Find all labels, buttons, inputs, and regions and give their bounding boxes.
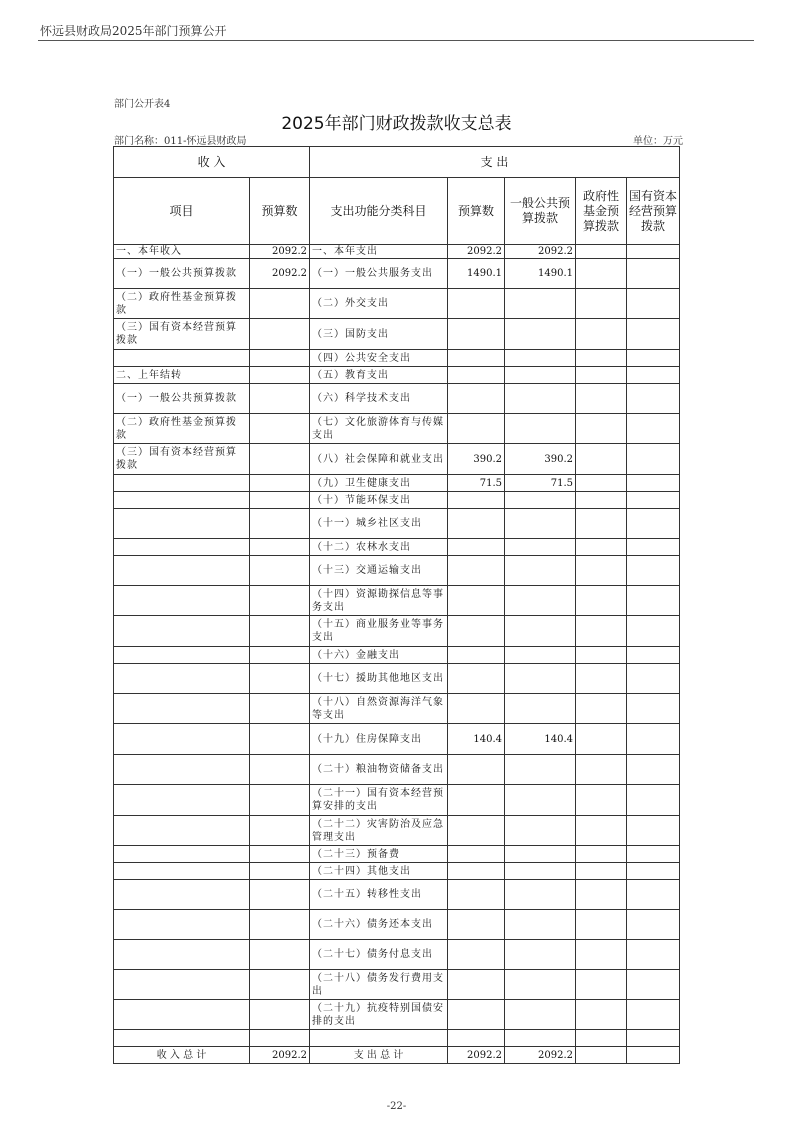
income-cell: 一、本年收入 — [114, 245, 250, 259]
soe-amount — [627, 863, 680, 880]
expense-amount — [448, 785, 505, 816]
gov-fund-amount — [576, 970, 627, 1000]
expense-amount — [448, 664, 505, 694]
expense-cell: （二十五）转移性支出 — [310, 880, 448, 910]
income-cell — [114, 556, 250, 586]
expense-amount — [448, 367, 505, 384]
table-row — [114, 289, 680, 319]
table-row — [114, 616, 680, 647]
general-amount — [505, 1030, 576, 1047]
header-row-2 — [114, 178, 680, 245]
unit-label: 单位：万元 — [633, 136, 683, 147]
income-cell — [114, 492, 250, 509]
table-row — [114, 384, 680, 414]
soe-amount — [627, 940, 680, 970]
income-total: 2092.2 — [250, 1047, 310, 1064]
income-amount — [250, 664, 310, 694]
gov-fund-amount — [576, 755, 627, 785]
expense-amount — [448, 970, 505, 1000]
general-amount: 390.2 — [505, 444, 576, 475]
table-row — [114, 492, 680, 509]
expense-cell: （十三）交通运输支出 — [310, 556, 448, 586]
income-amount — [250, 970, 310, 1000]
expense-cell: （九）卫生健康支出 — [310, 475, 448, 492]
soe-amount — [627, 1030, 680, 1047]
income-cell — [114, 863, 250, 880]
expense-cell: 一、本年支出 — [310, 245, 448, 259]
soe-amount — [627, 509, 680, 539]
income-cell: （二）政府性基金预算拨款 — [114, 289, 250, 319]
table-row — [114, 910, 680, 940]
gov-fund-amount — [576, 586, 627, 616]
soe-total — [627, 1047, 680, 1064]
soe-amount — [627, 785, 680, 816]
gov-fund-amount — [576, 384, 627, 414]
expense-amount — [448, 539, 505, 556]
income-amount — [250, 586, 310, 616]
expense-amount — [448, 384, 505, 414]
expense-cell: （十）节能环保支出 — [310, 492, 448, 509]
expense-cell: （二十八）债务发行费用支出 — [310, 970, 448, 1000]
soe-amount — [627, 444, 680, 475]
gov-fund-amount — [576, 259, 627, 289]
expense-cell: （十二）农林水支出 — [310, 539, 448, 556]
col-budget2: 预算数 — [448, 178, 505, 245]
total-row — [114, 1047, 680, 1064]
general-amount — [505, 586, 576, 616]
general-amount — [505, 647, 576, 664]
expense-amount — [448, 1000, 505, 1030]
gov-fund-amount — [576, 245, 627, 259]
income-amount — [250, 910, 310, 940]
income-amount — [250, 444, 310, 475]
soe-amount — [627, 259, 680, 289]
expense-cell: （十一）城乡社区支出 — [310, 509, 448, 539]
expense-amount — [448, 1030, 505, 1047]
gov-fund-amount — [576, 319, 627, 350]
income-amount — [250, 724, 310, 755]
budget-table — [113, 146, 680, 1064]
table-row — [114, 694, 680, 724]
income-amount — [250, 492, 310, 509]
col-general: 一般公共预算拨款 — [505, 178, 576, 245]
income-amount — [250, 367, 310, 384]
expense-cell: （二十七）债务付息支出 — [310, 940, 448, 970]
general-amount — [505, 539, 576, 556]
col-item: 项目 — [114, 178, 250, 245]
expense-amount — [448, 616, 505, 647]
table-row — [114, 586, 680, 616]
general-amount — [505, 970, 576, 1000]
expense-amount — [448, 556, 505, 586]
gov-fund-amount — [576, 492, 627, 509]
income-cell — [114, 509, 250, 539]
soe-amount — [627, 245, 680, 259]
soe-amount — [627, 724, 680, 755]
table-row — [114, 539, 680, 556]
gov-fund-amount — [576, 664, 627, 694]
income-amount — [250, 384, 310, 414]
expense-amount — [448, 647, 505, 664]
expense-cell: （二十九）抗疫特别国债安排的支出 — [310, 1000, 448, 1030]
expense-cell: （十五）商业服务业等事务支出 — [310, 616, 448, 647]
expense-cell: （二十二）灾害防治及应急管理支出 — [310, 816, 448, 846]
soe-amount — [627, 1000, 680, 1030]
expense-amount — [448, 863, 505, 880]
income-cell — [114, 1000, 250, 1030]
gov-fund-amount — [576, 1030, 627, 1047]
soe-amount — [627, 755, 680, 785]
general-amount — [505, 785, 576, 816]
soe-amount — [627, 492, 680, 509]
gov-fund-amount — [576, 880, 627, 910]
general-amount — [505, 940, 576, 970]
general-amount — [505, 880, 576, 910]
general-amount — [505, 910, 576, 940]
table-row — [114, 509, 680, 539]
table-row — [114, 940, 680, 970]
expense-total: 2092.2 — [448, 1047, 505, 1064]
gov-fund-amount — [576, 556, 627, 586]
income-amount — [250, 940, 310, 970]
income-amount — [250, 694, 310, 724]
general-total: 2092.2 — [505, 1047, 576, 1064]
expense-header: 支 出 — [310, 147, 680, 178]
general-amount: 1490.1 — [505, 259, 576, 289]
income-amount — [250, 475, 310, 492]
general-amount — [505, 289, 576, 319]
general-amount — [505, 384, 576, 414]
table-row — [114, 755, 680, 785]
expense-amount: 390.2 — [448, 444, 505, 475]
expense-cell — [310, 1030, 448, 1047]
gov-fund-amount — [576, 785, 627, 816]
soe-amount — [627, 350, 680, 367]
general-amount — [505, 319, 576, 350]
income-amount — [250, 350, 310, 367]
expense-cell: （十七）援助其他地区支出 — [310, 664, 448, 694]
income-cell — [114, 475, 250, 492]
soe-amount — [627, 367, 680, 384]
expense-amount: 2092.2 — [448, 245, 505, 259]
gov-fund-amount — [576, 539, 627, 556]
income-amount: 2092.2 — [250, 245, 310, 259]
gov-fund-amount — [576, 940, 627, 970]
soe-amount — [627, 694, 680, 724]
gov-fund-amount — [576, 694, 627, 724]
income-cell — [114, 647, 250, 664]
soe-amount — [627, 539, 680, 556]
page-number: -22- — [386, 1101, 407, 1112]
expense-amount — [448, 910, 505, 940]
gov-fund-amount — [576, 1000, 627, 1030]
soe-amount — [627, 319, 680, 350]
income-cell: （一）一般公共预算拨款 — [114, 259, 250, 289]
income-amount: 2092.2 — [250, 259, 310, 289]
expense-amount — [448, 492, 505, 509]
income-cell — [114, 616, 250, 647]
table-row — [114, 724, 680, 755]
income-amount — [250, 556, 310, 586]
gov-fund-amount — [576, 289, 627, 319]
income-cell: （三）国有资本经营预算拨款 — [114, 319, 250, 350]
gov-fund-amount — [576, 475, 627, 492]
income-cell — [114, 940, 250, 970]
soe-amount — [627, 384, 680, 414]
table-row — [114, 245, 680, 259]
gov-fund-amount — [576, 367, 627, 384]
soe-amount — [627, 970, 680, 1000]
general-amount: 71.5 — [505, 475, 576, 492]
expense-total-label: 支 出 总 计 — [310, 1047, 448, 1064]
gov-fund-amount — [576, 444, 627, 475]
expense-cell: （十八）自然资源海洋气象等支出 — [310, 694, 448, 724]
expense-cell: （五）教育支出 — [310, 367, 448, 384]
income-amount — [250, 319, 310, 350]
expense-cell: （二十六）债务还本支出 — [310, 910, 448, 940]
gov-fund-amount — [576, 863, 627, 880]
income-cell — [114, 816, 250, 846]
expense-cell: （十四）资源勘探信息等事务支出 — [310, 586, 448, 616]
income-amount — [250, 647, 310, 664]
expense-cell: （二十四）其他支出 — [310, 863, 448, 880]
expense-amount — [448, 414, 505, 444]
expense-cell: （三）国防支出 — [310, 319, 448, 350]
income-cell: 二、上年结转 — [114, 367, 250, 384]
income-amount — [250, 785, 310, 816]
income-cell — [114, 910, 250, 940]
gov-fund-amount — [576, 350, 627, 367]
expense-amount: 140.4 — [448, 724, 505, 755]
income-cell — [114, 755, 250, 785]
general-amount — [505, 755, 576, 785]
income-cell — [114, 880, 250, 910]
income-amount — [250, 880, 310, 910]
income-cell — [114, 664, 250, 694]
table-row — [114, 816, 680, 846]
table-row — [114, 1030, 680, 1047]
income-amount — [250, 816, 310, 846]
general-amount — [505, 863, 576, 880]
expense-amount — [448, 289, 505, 319]
expense-cell: （二十三）预备费 — [310, 846, 448, 863]
gov-fund-amount — [576, 724, 627, 755]
table-row — [114, 259, 680, 289]
general-amount — [505, 492, 576, 509]
table-row — [114, 556, 680, 586]
income-cell — [114, 694, 250, 724]
expense-cell: （四）公共安全支出 — [310, 350, 448, 367]
soe-amount — [627, 664, 680, 694]
gov-fund-total — [576, 1047, 627, 1064]
soe-amount — [627, 846, 680, 863]
soe-amount — [627, 880, 680, 910]
soe-amount — [627, 816, 680, 846]
income-amount — [250, 539, 310, 556]
soe-amount — [627, 647, 680, 664]
soe-amount — [627, 414, 680, 444]
income-header: 收 入 — [114, 147, 310, 178]
table-row — [114, 785, 680, 816]
expense-amount — [448, 846, 505, 863]
income-cell — [114, 846, 250, 863]
soe-amount — [627, 556, 680, 586]
expense-amount — [448, 816, 505, 846]
table-row — [114, 846, 680, 863]
gov-fund-amount — [576, 816, 627, 846]
gov-fund-amount — [576, 414, 627, 444]
gov-fund-amount — [576, 616, 627, 647]
table-row — [114, 863, 680, 880]
general-amount: 140.4 — [505, 724, 576, 755]
soe-amount — [627, 289, 680, 319]
table-row — [114, 970, 680, 1000]
expense-cell: （八）社会保障和就业支出 — [310, 444, 448, 475]
expense-amount — [448, 319, 505, 350]
income-amount — [250, 863, 310, 880]
table-row — [114, 647, 680, 664]
table-row — [114, 319, 680, 350]
soe-amount — [627, 586, 680, 616]
col-gov-fund: 政府性基金预算拨款 — [576, 178, 627, 245]
expense-cell: （二十）粮油物资储备支出 — [310, 755, 448, 785]
income-cell — [114, 539, 250, 556]
income-cell — [114, 724, 250, 755]
income-total-label: 收 入 总 计 — [114, 1047, 250, 1064]
expense-cell: （一）一般公共服务支出 — [310, 259, 448, 289]
header-rule — [38, 40, 754, 41]
income-amount — [250, 1000, 310, 1030]
gov-fund-amount — [576, 846, 627, 863]
income-cell — [114, 970, 250, 1000]
department-name: 部门名称：011-怀远县财政局 — [114, 136, 247, 147]
expense-cell: （二）外交支出 — [310, 289, 448, 319]
income-amount — [250, 414, 310, 444]
expense-amount: 71.5 — [448, 475, 505, 492]
general-amount — [505, 846, 576, 863]
expense-amount — [448, 509, 505, 539]
income-cell — [114, 785, 250, 816]
table-row — [114, 664, 680, 694]
expense-amount: 1490.1 — [448, 259, 505, 289]
expense-cell: （十六）金融支出 — [310, 647, 448, 664]
expense-cell: （七）文化旅游体育与传媒支出 — [310, 414, 448, 444]
general-amount — [505, 350, 576, 367]
income-cell: （一）一般公共预算拨款 — [114, 384, 250, 414]
table-number: 部门公开表4 — [114, 99, 171, 110]
gov-fund-amount — [576, 647, 627, 664]
table-row — [114, 414, 680, 444]
expense-amount — [448, 694, 505, 724]
general-amount — [505, 616, 576, 647]
col-budget: 预算数 — [250, 178, 310, 245]
general-amount — [505, 664, 576, 694]
general-amount: 2092.2 — [505, 245, 576, 259]
gov-fund-amount — [576, 910, 627, 940]
income-amount — [250, 846, 310, 863]
col-soe: 国有资本经营预算拨款 — [627, 178, 680, 245]
general-amount — [505, 556, 576, 586]
table-row — [114, 475, 680, 492]
expense-amount — [448, 755, 505, 785]
income-cell — [114, 586, 250, 616]
general-amount — [505, 1000, 576, 1030]
income-cell: （三）国有资本经营预算拨款 — [114, 444, 250, 475]
general-amount — [505, 367, 576, 384]
income-amount — [250, 509, 310, 539]
table-row — [114, 444, 680, 475]
income-cell — [114, 350, 250, 367]
expense-cell: （十九）住房保障支出 — [310, 724, 448, 755]
expense-cell: （六）科学技术支出 — [310, 384, 448, 414]
running-header: 怀远县财政局2025年部门预算公开 — [40, 24, 227, 38]
soe-amount — [627, 475, 680, 492]
income-amount — [250, 616, 310, 647]
general-amount — [505, 694, 576, 724]
expense-amount — [448, 586, 505, 616]
income-amount — [250, 755, 310, 785]
table-title: 2025年部门财政拨款收支总表 — [281, 114, 512, 134]
col-func: 支出功能分类科目 — [310, 178, 448, 245]
general-amount — [505, 509, 576, 539]
expense-amount — [448, 880, 505, 910]
soe-amount — [627, 910, 680, 940]
soe-amount — [627, 616, 680, 647]
table-row — [114, 350, 680, 367]
income-amount — [250, 1030, 310, 1047]
general-amount — [505, 816, 576, 846]
expense-amount — [448, 350, 505, 367]
table-row — [114, 367, 680, 384]
general-amount — [505, 414, 576, 444]
table-row — [114, 1000, 680, 1030]
gov-fund-amount — [576, 509, 627, 539]
table-row — [114, 880, 680, 910]
expense-cell: （二十一）国有资本经营预算安排的支出 — [310, 785, 448, 816]
expense-amount — [448, 940, 505, 970]
income-amount — [250, 289, 310, 319]
income-cell — [114, 1030, 250, 1047]
income-cell: （二）政府性基金预算拨款 — [114, 414, 250, 444]
header-row-1 — [114, 147, 680, 178]
